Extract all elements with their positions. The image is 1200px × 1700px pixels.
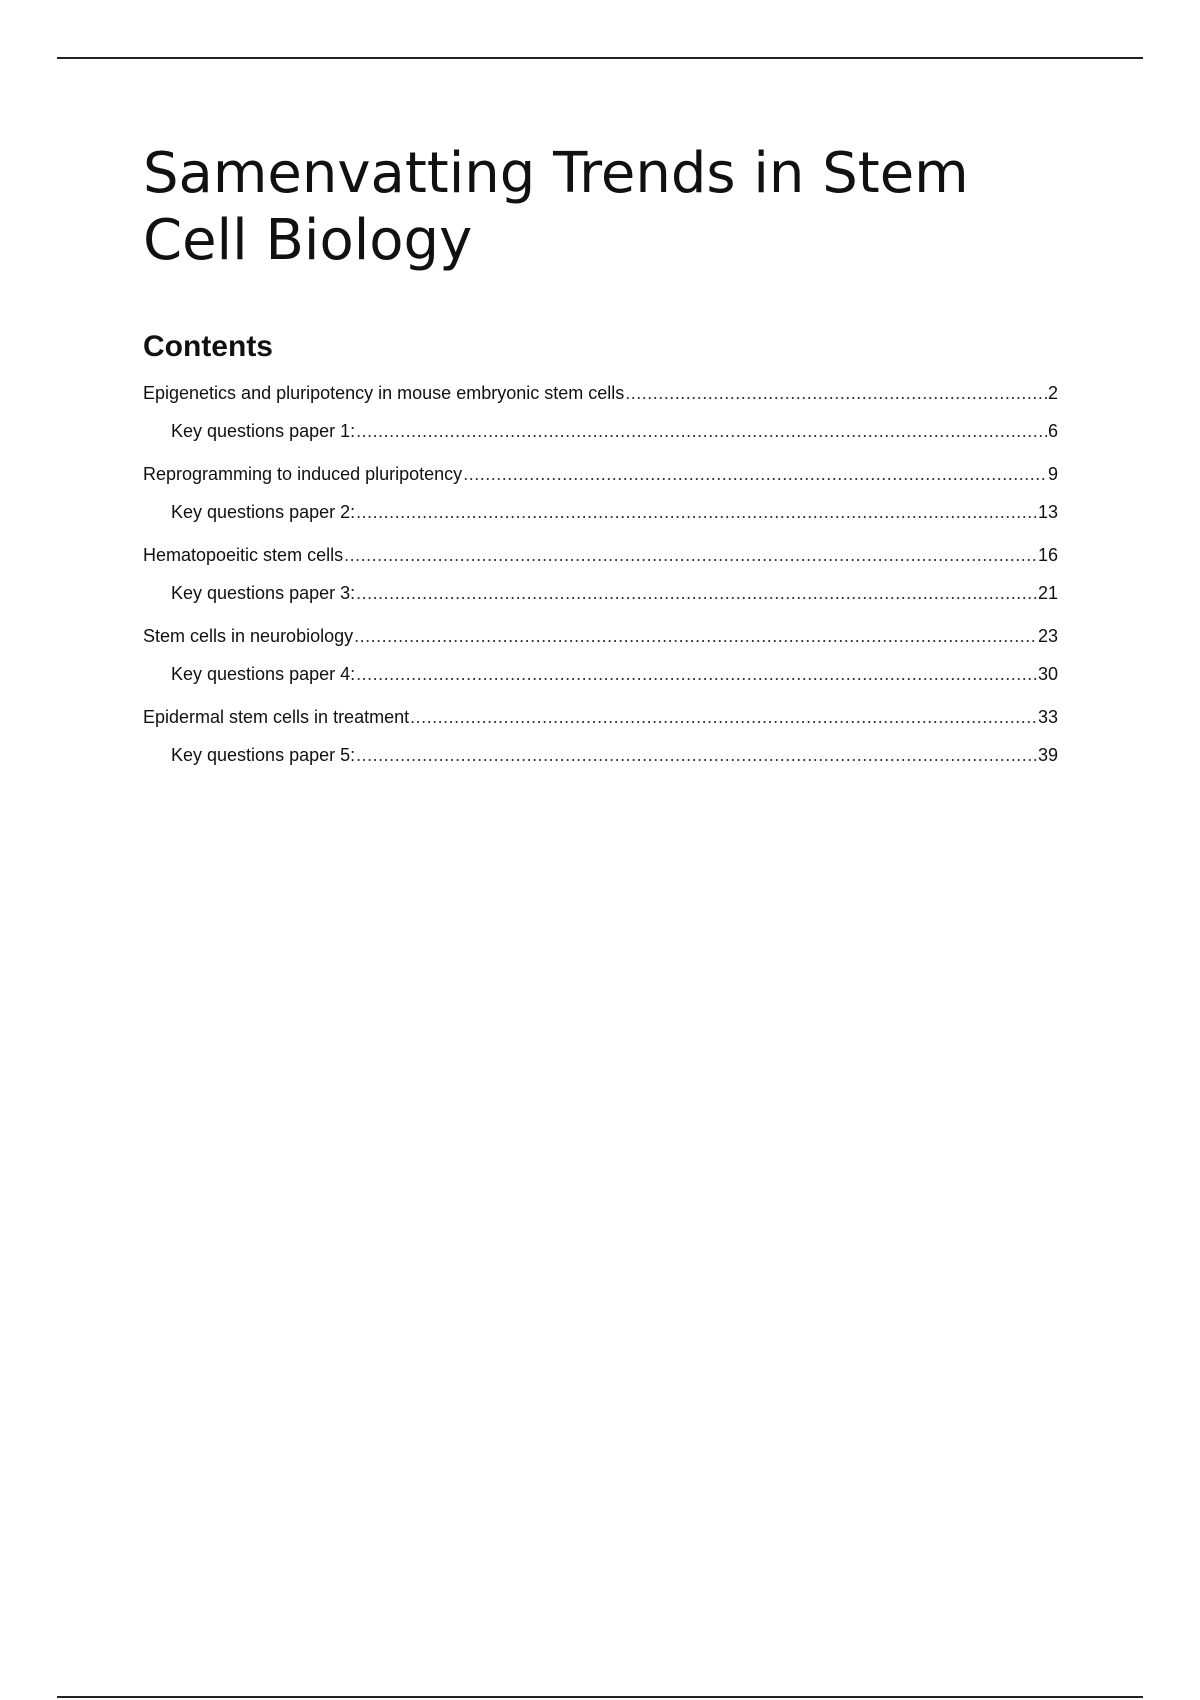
toc-page-number: 6 <box>1047 421 1058 441</box>
document-page <box>143 140 1058 767</box>
toc-page-number: 39 <box>1037 745 1058 765</box>
toc-dot-leader <box>356 581 1037 605</box>
toc-dot-leader <box>410 705 1037 729</box>
toc-entry-key-questions-5[interactable] <box>143 743 1058 767</box>
toc-entry-label: Key questions paper 1: <box>171 421 356 441</box>
toc-entry-label: Hematopoeitic stem cells <box>143 545 344 565</box>
toc-page-number: 23 <box>1037 626 1058 646</box>
table-of-contents <box>143 381 1058 767</box>
toc-dot-leader <box>356 500 1037 524</box>
toc-page-number: 33 <box>1037 707 1058 727</box>
toc-entry-hematopoeitic[interactable] <box>143 543 1058 567</box>
toc-dot-leader <box>625 381 1047 405</box>
toc-entry-label: Reprogramming to induced pluripotency <box>143 464 463 484</box>
toc-entry-label: Key questions paper 5: <box>171 745 356 765</box>
toc-dot-leader <box>344 543 1037 567</box>
toc-page-number: 30 <box>1037 664 1058 684</box>
toc-entry-label: Key questions paper 2: <box>171 502 356 522</box>
toc-dot-leader <box>354 624 1037 648</box>
toc-entry-label: Key questions paper 3: <box>171 583 356 603</box>
toc-entry-label: Epidermal stem cells in treatment <box>143 707 410 727</box>
toc-entry-key-questions-2[interactable] <box>143 500 1058 524</box>
toc-dot-leader <box>463 462 1047 486</box>
toc-entry-label: Epigenetics and pluripotency in mouse embryonic stem cells <box>143 383 625 403</box>
toc-entry-key-questions-1[interactable] <box>143 419 1058 443</box>
toc-entry-key-questions-3[interactable] <box>143 581 1058 605</box>
toc-page-number: 2 <box>1047 383 1058 403</box>
toc-entry-label: Key questions paper 4: <box>171 664 356 684</box>
toc-entry-label: Stem cells in neurobiology <box>143 626 354 646</box>
document-title: Samenvatting Trends in Stem Cell Biology <box>143 141 969 273</box>
toc-page-number: 21 <box>1037 583 1058 603</box>
toc-dot-leader <box>356 662 1037 686</box>
toc-entry-key-questions-4[interactable] <box>143 662 1058 686</box>
toc-entry-neurobiology[interactable] <box>143 624 1058 648</box>
toc-entry-epidermal[interactable] <box>143 705 1058 729</box>
header-rule <box>57 57 1143 59</box>
footer-rule <box>57 1696 1143 1698</box>
toc-entry-reprogramming[interactable] <box>143 462 1058 486</box>
toc-heading: Contents <box>143 330 273 363</box>
toc-page-number: 16 <box>1037 545 1058 565</box>
toc-page-number: 13 <box>1037 502 1058 522</box>
toc-page-number: 9 <box>1047 464 1058 484</box>
toc-dot-leader <box>356 419 1047 443</box>
toc-entry-epigenetics[interactable] <box>143 381 1058 405</box>
toc-dot-leader <box>356 743 1037 767</box>
